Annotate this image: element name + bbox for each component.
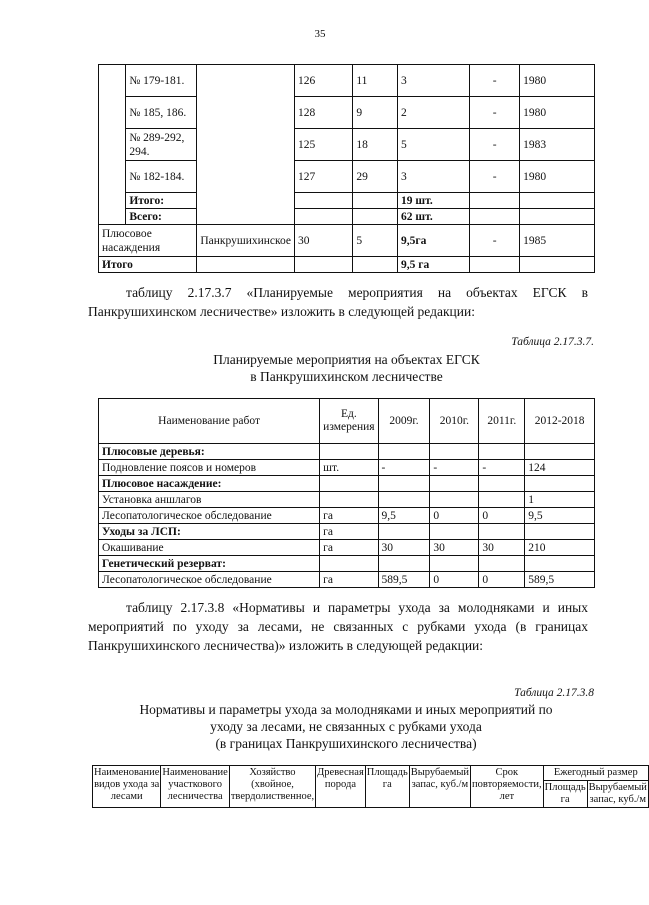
table-row: Генетический резерват: — [99, 556, 595, 572]
header-2011: 2011г. — [479, 399, 525, 444]
table-row: № 185, 186. 128 9 2 - 1980 — [99, 97, 595, 129]
paragraph-table-2-17-3-8: таблицу 2.17.3.8 «Нормативы и параметры ухода за молодняками и иных мероприятий по уходу за лесами, не связанных с рубками ухода (в границах Панкрушихинского лесничества)» изложить в следующей редакции: — [88, 600, 588, 653]
table-row: Лесопатологическое обследование га 589,5 0 0 589,5 — [99, 572, 595, 588]
table-row: Подновление поясов и номеров шт. - - - 124 — [99, 460, 595, 476]
table-title: Нормативы и параметры ухода за молодняками и иных мероприятий по уходу за лесами, не связанных с рубками ухода (в границах Панкрушихинского лесничества) — [139, 702, 553, 751]
table-header: Наименование видов ухода за лесами Наименование участкового лесничества Хозяйство (хвойное, твердолиственное, Древесная порода Площадь га Вырубаемый запас, куб./м Срок повторяемости, лет Ежегодный размер — [93, 766, 649, 781]
paragraph-table-2-17-3-7: таблицу 2.17.3.7 «Планируемые мероприятия на объектах ЕГСК в Панкрушихинском лесничестве» изложить в следующей редакции: — [88, 285, 588, 319]
subtotal-row: Итого: 19 шт. — [99, 193, 595, 209]
table-row: Плюсовое насаждение: — [99, 476, 595, 492]
table-label: Таблица 2.17.3.8 — [514, 687, 594, 699]
table-row: Уходы за ЛСП: га — [99, 524, 595, 540]
table-label: Таблица 2.17.3.7. — [511, 336, 594, 348]
table-header-sub: Площадь га Вырубаемый запас, куб./м — [93, 781, 649, 808]
tree-number: № 289-292, 294. — [126, 129, 197, 161]
page-number: 35 — [314, 28, 326, 40]
table-row: № 179-181. 126 11 3 - 1980 — [99, 65, 595, 97]
header-works: Наименование работ — [99, 399, 320, 444]
plus-stand-row: Плюсовое насаждения Панкрушихинское 30 5 9,5га - 1985 — [99, 225, 595, 257]
table-title: Планируемые мероприятия на объектах ЕГСК в Панкрушихинском лесничестве — [213, 352, 480, 384]
table-row: № 182-184. 127 29 3 - 1980 — [99, 161, 595, 193]
table-row: № 289-292, 294. 125 18 5 - 1983 — [99, 129, 595, 161]
tree-number: № 185, 186. — [126, 97, 197, 129]
total-row: Итого 9,5 га — [99, 257, 595, 273]
plus-trees-table — [98, 64, 595, 273]
table-header — [99, 399, 595, 444]
tree-number: № 179-181. — [126, 65, 197, 97]
header-2010: 2010г. — [430, 399, 479, 444]
table-row: Окашивание га 30 30 30 210 — [99, 540, 595, 556]
tree-number: № 182-184. — [126, 161, 197, 193]
table-row: Плюсовые деревья: — [99, 444, 595, 460]
header-unit: Ед. измерения — [320, 399, 378, 444]
table-row: Лесопатологическое обследование га 9,5 0 0 9,5 — [99, 508, 595, 524]
header-2012-2018: 2012-2018 — [525, 399, 595, 444]
table-row: Установка аншлагов 1 — [99, 492, 595, 508]
care-norms-table — [92, 765, 649, 808]
grand-total-row: Всего: 62 шт. — [99, 209, 595, 225]
planned-activities-table — [98, 398, 595, 588]
header-2009: 2009г. — [378, 399, 430, 444]
